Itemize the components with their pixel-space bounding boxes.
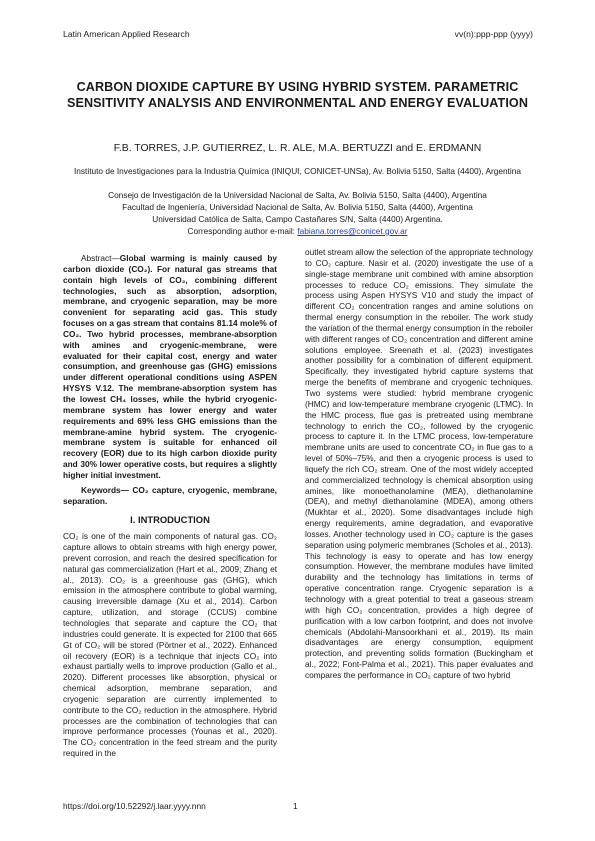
volume-info: vv(n):ppp-ppp (yyyy) [454,29,533,39]
abstract [63,253,277,481]
right-column [305,247,533,681]
page-number: 1 [293,801,298,811]
abstract-text: Global warming is mainly caused by carbon dioxide (CO₂). For natural gas streams that contain high levels of CO₂, combining different technologies, such as absorption, adsorption, membrane, and cryogenic separation, may be more convenient for separating acid gas. This study focuses on a gas stream that contains 81.14 mole% of CO₂. Two hybrid processes, membrane-absorption with amines and cryogenic-membrane, were evaluated for their capital cost, energy and water consumption, and greenhouse gas (GHG) emissions under different operational conditions using ASPEN HYSYS V.12. The membrane-absorption system has the lowest CH₄ losses, while the hybrid cryogenic-membrane system has lower energy and water requirements and 69% less GHG emissions than the membrane-amine hybrid system. The cryogenic-membrane system is suitable for enhanced oil recovery (EOR) due to its high carbon dioxide purity and 30% lower operative costs, but requires a slightly higher initial investment. [63,253,277,480]
corresponding-label: Corresponding author e-mail: [187,226,298,236]
corresponding-author [55,226,540,238]
email-link[interactable]: fabiana.torres@conicet.gov.ar [297,226,408,236]
keywords: Keywords— CO₂ capture, cryogenic, membrane, separation. [63,484,277,506]
paper-title: CARBON DIOXIDE CAPTURE BY USING HYBRID SYSTEM. PARAMETRIC SENSITIVITY ANALYSIS AND ENVIRONMENTAL AND ENERGY EVALUATION [66,80,529,110]
affiliation-2: Consejo de Investigación de la Universidad Nacional de Salta, Av. Bolivia 5150, Salta (4400), Argentina [108,190,487,200]
affiliation-1: Instituto de Investigaciones para la Industria Química (INIQUI, CONICET-UNSa), Av. Bolivia 5150, Salta (4400), Argentina [73,166,521,176]
abstract-label: Abstract— [81,253,120,263]
left-column [63,253,277,759]
doi-link[interactable]: https://doi.org/10.52292/j.laar.yyyy.nnn [63,801,206,811]
affiliation-3: Facultad de Ingeniería, Universidad Nacional de Salta, Av. Bolivia 5150, Salta (4400), Argentina [122,202,473,212]
section-heading: I. INTRODUCTION [130,514,210,526]
intro-paragraph-left: CO₂ is one of the main components of natural gas. CO₂ capture allows to obtain streams with high energy power, prevent corrosion, and reach the desired specification for natural gas commercialization (Hart et al., 2009; Zhang et al., 2013). CO₂ is a greenhouse gas (GHG), which emission in the atmosphere contribute to global warming, causing irreversible damage (Xu et al., 2014). Carbon capture, utilization, and storage (CCUS) combine technologies that separate and capture the CO₂ that industries could generate. It is expected for 2100 that 665 Gt of CO₂ will be stored (Pörtner et al., 2022). Enhanced oil recovery (EOR) is a technique that injects CO₂ into exhaust partially wells to improve production (Gallo et al., 2020). Different processes like absorption, physical or chemical adsorption, membrane separation, and cryogenic separation are currently implemented to contribute to the CO₂ reduction in the atmosphere. Hybrid processes are the combination of technologies that can improve performance processes (Younas et al., 2020). The CO₂ concentration in the feed stream and the purity required in the [63,531,277,759]
intro-paragraph-right: outlet stream allow the selection of the appropriate technology to CO₂ capture. Nasir et al. (2020) investigate the use of a single-stage membrane unit combined with amine absorption processes to reduce CO₂ emissions. They simulate the process using Aspen HYSYS V10 and study the impact of different CO₂ concentration ranges and amine solutions on thermal energy consumption in the reboiler. The work study the variation of the thermal energy consumption in the reboiler with different ranges of CO₂ concentration and different amine solutions employee. Sreenath et al. (2023) investigates another possibility for a combination of different equipment. Specifically, they investigated hybrid capture systems that merge the benefits of membrane and cryogenic techniques. Two systems were studied: hybrid membrane cryogenic (HMC) and low-temperature membrane cryogenic (LTMC). In the HMC process, flue gas is pretreated using membrane technology to enrich the CO₂, followed by the cryogenic process to capture it. In the LTMC process, low-temperature membrane units are used to concentrate CO₂ in flue gas to a level of 50%–75%, and then a cryogenic process is used to liquefy the rich CO₂ stream. One of the most widely accepted and commercialized technology is chemical absorption using amines, like monoethanolamine (MEA), diethanolamine (DEA), and methyl diethanolamine (MDEA), among others (Mukhtar et al., 2020). Some disadvantages include high energy requirements, amine degradation, and evaporative losses. Another technology used in CO₂ capture is the gases separation using polymeric membranes (Scholes et al., 2013). This technology is easy to operate and has low energy consumption. However, the membrane modules have limited durability and the technology has limitations in terms of operative concentration range. Cryogenic separation is a technology with a great potential to treat a gaseous stream with high CO₂ concentration, provides a high degree of purification with a low carbon footprint, and does not involve chemicals (Abdolahi-Mansoorkhani et al., 2019). Its main disadvantages are energy consumption, equipment protection, and preventing solids formation (Buckingham et al., 2022; Font-Palma et al., 2021). This paper evaluates and compares the performance in CO₂ capture of two hybrid [305,247,533,680]
affiliation-4: Universidad Católica de Salta, Campo Castañares S/N, Salta (4400) Argentina. [152,214,443,224]
journal-name: Latin American Applied Research [63,29,190,39]
author-list: F.B. TORRES, J.P. GUTIERREZ, L. R. ALE, M.A. BERTUZZI and E. ERDMANN [113,143,482,154]
